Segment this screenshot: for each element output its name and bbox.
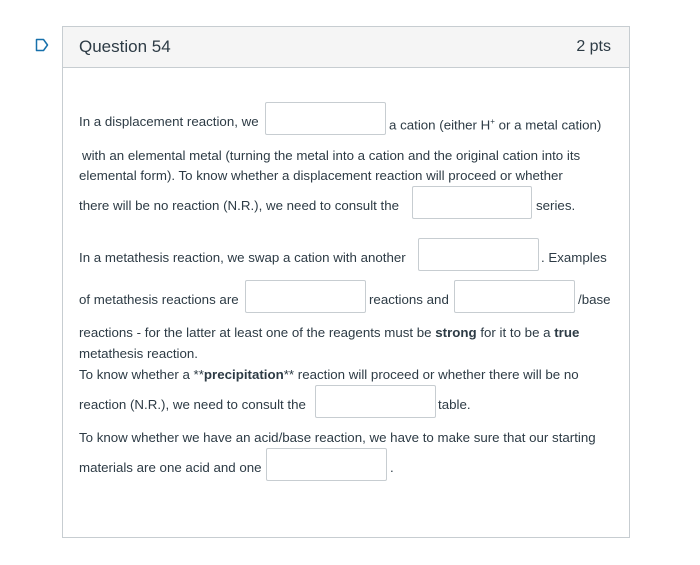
- blank-acid-base-partner[interactable]: [266, 448, 387, 481]
- p2-line1-start: In a metathesis reaction, we swap a cation with another: [79, 250, 406, 265]
- p2-line6-end: table.: [438, 397, 471, 412]
- p2-line4: metathesis reaction.: [79, 346, 198, 361]
- p2-line2-mid: reactions and: [369, 292, 449, 307]
- p2-line3: reactions - for the latter at least one of the reagents must be strong for it to be a true: [79, 325, 580, 340]
- flag-question-icon[interactable]: [35, 38, 49, 52]
- question-title: Question 54: [79, 37, 171, 56]
- p1-line2: with an elemental metal (turning the metal into a cation and the original cation into its: [82, 148, 581, 163]
- p1-line1-end: a cation (either H+ or a metal cation): [389, 117, 602, 133]
- p2-line5: To know whether a **precipitation** reaction will proceed or whether there will be no: [79, 367, 579, 382]
- p2-line6-start: reaction (N.R.), we need to consult the: [79, 397, 306, 412]
- strong-emphasis: strong: [435, 325, 477, 340]
- blank-activity-series[interactable]: [412, 186, 532, 219]
- precipitation-emphasis: precipitation: [203, 367, 284, 382]
- p3-line2-end: .: [390, 460, 394, 475]
- blank-reaction-type-2[interactable]: [454, 280, 575, 313]
- blank-solubility-table[interactable]: [315, 385, 436, 418]
- true-emphasis: true: [554, 325, 580, 340]
- question-points: 2 pts: [576, 38, 611, 55]
- p1-line4-end: series.: [536, 198, 576, 213]
- p1-line1-start: In a displacement reaction, we: [79, 114, 259, 129]
- p1-line4-start: there will be no reaction (N.R.), we need to consult the: [79, 198, 400, 213]
- p2-line1-end: . Examples: [541, 250, 607, 265]
- p2-line2-start: of metathesis reactions are: [79, 292, 239, 307]
- p3-line1: To know whether we have an acid/base reaction, we have to make sure that our starting: [79, 430, 596, 445]
- p1-line3: elemental form). To know whether a displacement reaction will proceed or whether: [79, 168, 563, 183]
- p3-line2-start: materials are one acid and one: [79, 460, 262, 475]
- question-header: [63, 27, 629, 68]
- blank-displacement-verb[interactable]: [265, 102, 386, 135]
- p2-line2-end: /base: [578, 292, 611, 307]
- blank-swap-target[interactable]: [418, 238, 539, 271]
- blank-reaction-type-1[interactable]: [245, 280, 366, 313]
